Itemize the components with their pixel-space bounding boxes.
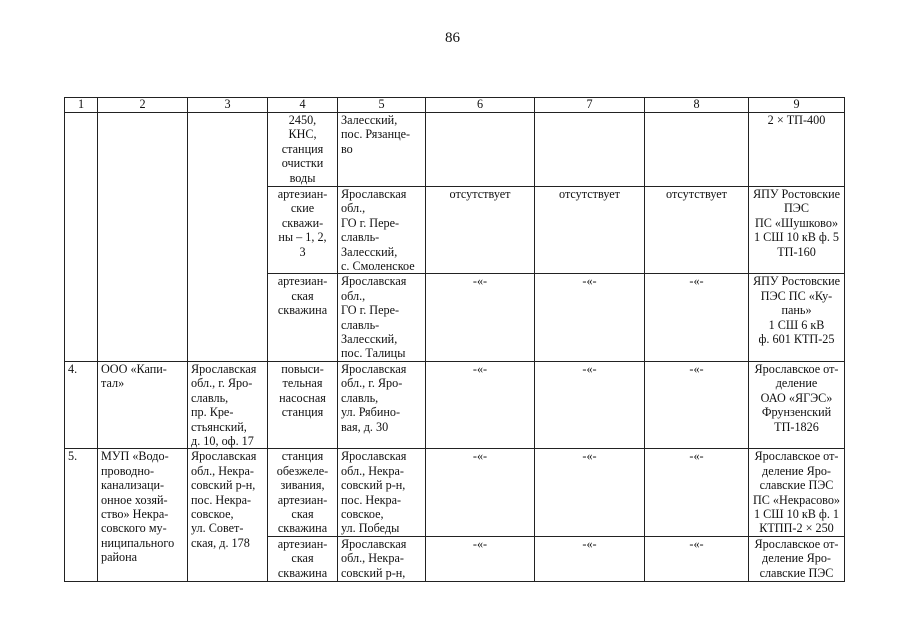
col-header-9: 9: [749, 98, 845, 113]
cell-object: артезиан- ская скважина: [268, 274, 338, 361]
cell-object-address: Ярославская обл., ГО г. Пере- славль- Залесский, с. Смоленское: [338, 187, 426, 274]
cell-organization: ООО «Капи- тал»: [98, 361, 188, 448]
cell-power-source: ЯПУ Ростовские ПЭС ПС «Ку- пань» 1 СШ 6 кВ ф. 601 КТП-25: [749, 274, 845, 361]
cell-col8: -«-: [645, 449, 749, 536]
cell-col7: отсутствует: [535, 187, 645, 274]
cell-col7: -«-: [535, 361, 645, 448]
cell-col6: отсутствует: [426, 187, 535, 274]
cell-power-source: [749, 536, 845, 581]
cell-col8: -«-: [645, 274, 749, 361]
cell-object-address: Ярославская обл., г. Яро- славль, ул. Рябино- вая, д. 30: [338, 361, 426, 448]
col-header-1: 1: [65, 98, 98, 113]
cell-power-source: Ярославское от- деление ОАО «ЯГЭС» Фрунзенский ТП-1826: [749, 361, 845, 448]
cell-col7: -«-: [535, 449, 645, 536]
cell-object: станция обезжеле- зивания, артезиан- ская скважина: [268, 449, 338, 536]
table-row: [65, 361, 845, 448]
cell-col6: -«-: [426, 361, 535, 448]
cell-col8: -«-: [645, 536, 749, 581]
cell-power-source-text: Ярославское от- деление Яро- славские ПЭС: [754, 536, 839, 580]
data-table: [64, 97, 845, 582]
cell-object-address: [338, 536, 426, 581]
cell-power-source: ЯПУ Ростовские ПЭС ПС «Шушково» 1 СШ 10 кВ ф. 5 ТП-160: [749, 187, 845, 274]
cell-col8: отсутствует: [645, 187, 749, 274]
table-row: [65, 449, 845, 536]
cell-organization: МУП «Водо- проводно- канализаци- онное хозяй- ство» Некра- совского му- ниципального района: [98, 449, 188, 581]
cell-col6: -«-: [426, 536, 535, 581]
cell-col6: [426, 113, 535, 187]
page-number: 86: [445, 30, 460, 46]
cell-object: [268, 536, 338, 581]
cell-col7: [535, 113, 645, 187]
col-header-6: 6: [426, 98, 535, 113]
cell-power-source: Ярославское от- деление Яро- славские ПЭС ПС «Некрасово» 1 СШ 10 кВ ф. 1 КТПП-2 × 250: [749, 449, 845, 536]
col-header-3: 3: [188, 98, 268, 113]
cell-power-source: 2 × ТП-400: [749, 113, 845, 187]
cell-object: 2450, КНС, станция очистки воды: [268, 113, 338, 187]
cell-object-address-text: Ярославская обл., Некра- совский р-н,: [341, 536, 407, 580]
cell-object-address: Залесский, пос. Рязанце- во: [338, 113, 426, 187]
cell-col6: -«-: [426, 274, 535, 361]
col-header-4: 4: [268, 98, 338, 113]
cell-number: [65, 113, 98, 362]
cell-col6: -«-: [426, 449, 535, 536]
cell-col7: -«-: [535, 536, 645, 581]
cell-org-address: Ярославская обл., г. Яро- славль, пр. Кре- стьянский, д. 10, оф. 17: [188, 361, 268, 448]
cell-number: 5.: [65, 449, 98, 581]
cell-org-address: [188, 113, 268, 362]
cell-object-address: Ярославская обл., Некра- совский р-н, пос. Некра- совское, ул. Победы: [338, 449, 426, 536]
cell-col7: -«-: [535, 274, 645, 361]
cell-organization: [98, 113, 188, 362]
cell-col8: [645, 113, 749, 187]
cell-number: 4.: [65, 361, 98, 448]
cell-object-text: артезиан- ская скважина: [277, 536, 328, 580]
cell-col8: -«-: [645, 361, 749, 448]
table-row: [65, 113, 845, 187]
cell-object: повыси- тельная насосная станция: [268, 361, 338, 448]
cell-object-address: Ярославская обл., ГО г. Пере- славль- Залесский, пос. Талицы: [338, 274, 426, 361]
col-header-8: 8: [645, 98, 749, 113]
col-header-2: 2: [98, 98, 188, 113]
col-header-5: 5: [338, 98, 426, 113]
header-row: [65, 98, 845, 113]
cell-org-address: Ярославская обл., Некра- совский р-н, пос. Некра- совское, ул. Совет- ская, д. 178: [188, 449, 268, 581]
cell-object: артезиан- ские скважи- ны – 1, 2, 3: [268, 187, 338, 274]
col-header-7: 7: [535, 98, 645, 113]
